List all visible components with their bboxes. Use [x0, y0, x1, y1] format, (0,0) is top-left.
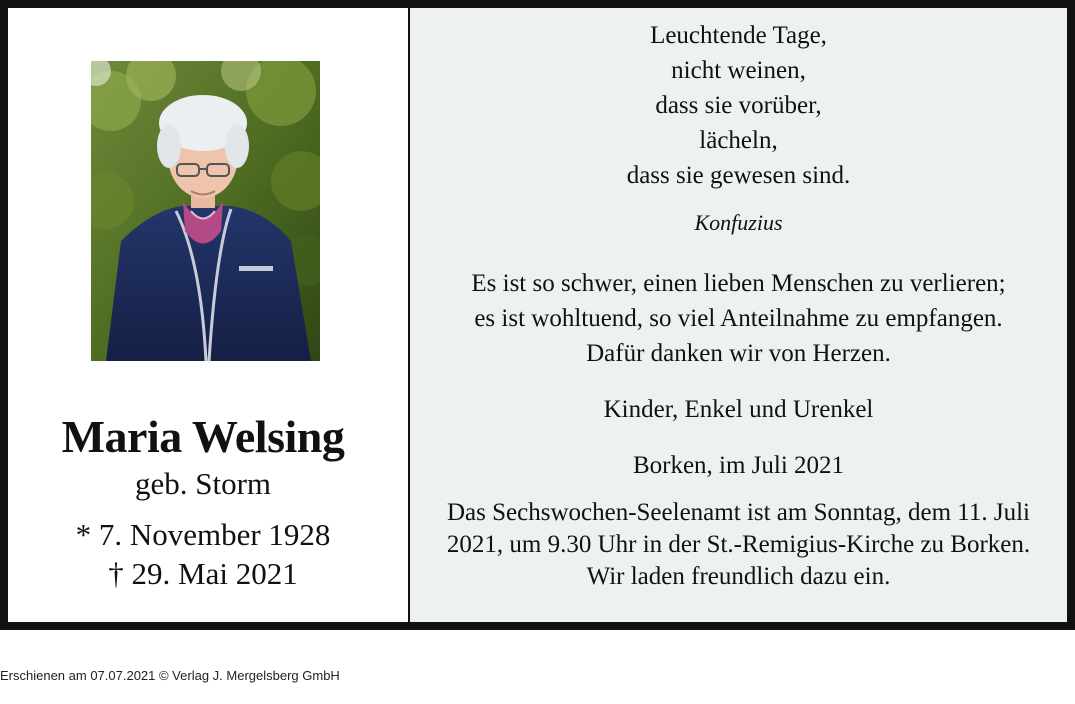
- poem-line: lächeln,: [699, 127, 778, 154]
- birth-date: * 7. November 1928: [75, 517, 331, 552]
- left-panel: [8, 8, 408, 622]
- right-panel: [410, 8, 1067, 622]
- poem-author: Konfuzius: [694, 210, 783, 235]
- poem: [410, 18, 1067, 193]
- thanks-text: [410, 266, 1067, 371]
- family-signature: Kinder, Enkel und Urenkel: [603, 396, 874, 423]
- poem-line: Leuchtende Tage,: [650, 22, 827, 49]
- poem-line: dass sie gewesen sind.: [626, 162, 851, 189]
- thanks-line: Dafür danken wir von Herzen.: [586, 340, 891, 367]
- memorial-mass-notice: [410, 497, 1067, 593]
- mass-line: 2021, um 9.30 Uhr in der St.-Remigius-Kirche zu Borken.: [446, 531, 1031, 558]
- portrait-photo: [91, 61, 320, 361]
- publication-footer: Erschienen am 07.07.2021 © Verlag J. Mergelsberg GmbH: [0, 668, 340, 683]
- poem-line: dass sie vorüber,: [655, 92, 822, 119]
- death-date: † 29. Mai 2021: [108, 556, 298, 591]
- thanks-line: es ist wohltuend, so viel Anteilnahme zu empfangen.: [474, 305, 1003, 332]
- deceased-name: Maria Welsing: [61, 411, 345, 462]
- mass-line: Das Sechswochen-Seelenamt ist am Sonntag, dem 11. Juli: [447, 499, 1030, 526]
- place-date: Borken, im Juli 2021: [632, 452, 845, 479]
- maiden-name: geb. Storm: [134, 466, 272, 501]
- mass-line: Wir laden freundlich dazu ein.: [586, 563, 891, 590]
- thanks-line: Es ist so schwer, einen lieben Menschen zu verlieren;: [471, 270, 1006, 297]
- poem-line: nicht weinen,: [671, 57, 806, 84]
